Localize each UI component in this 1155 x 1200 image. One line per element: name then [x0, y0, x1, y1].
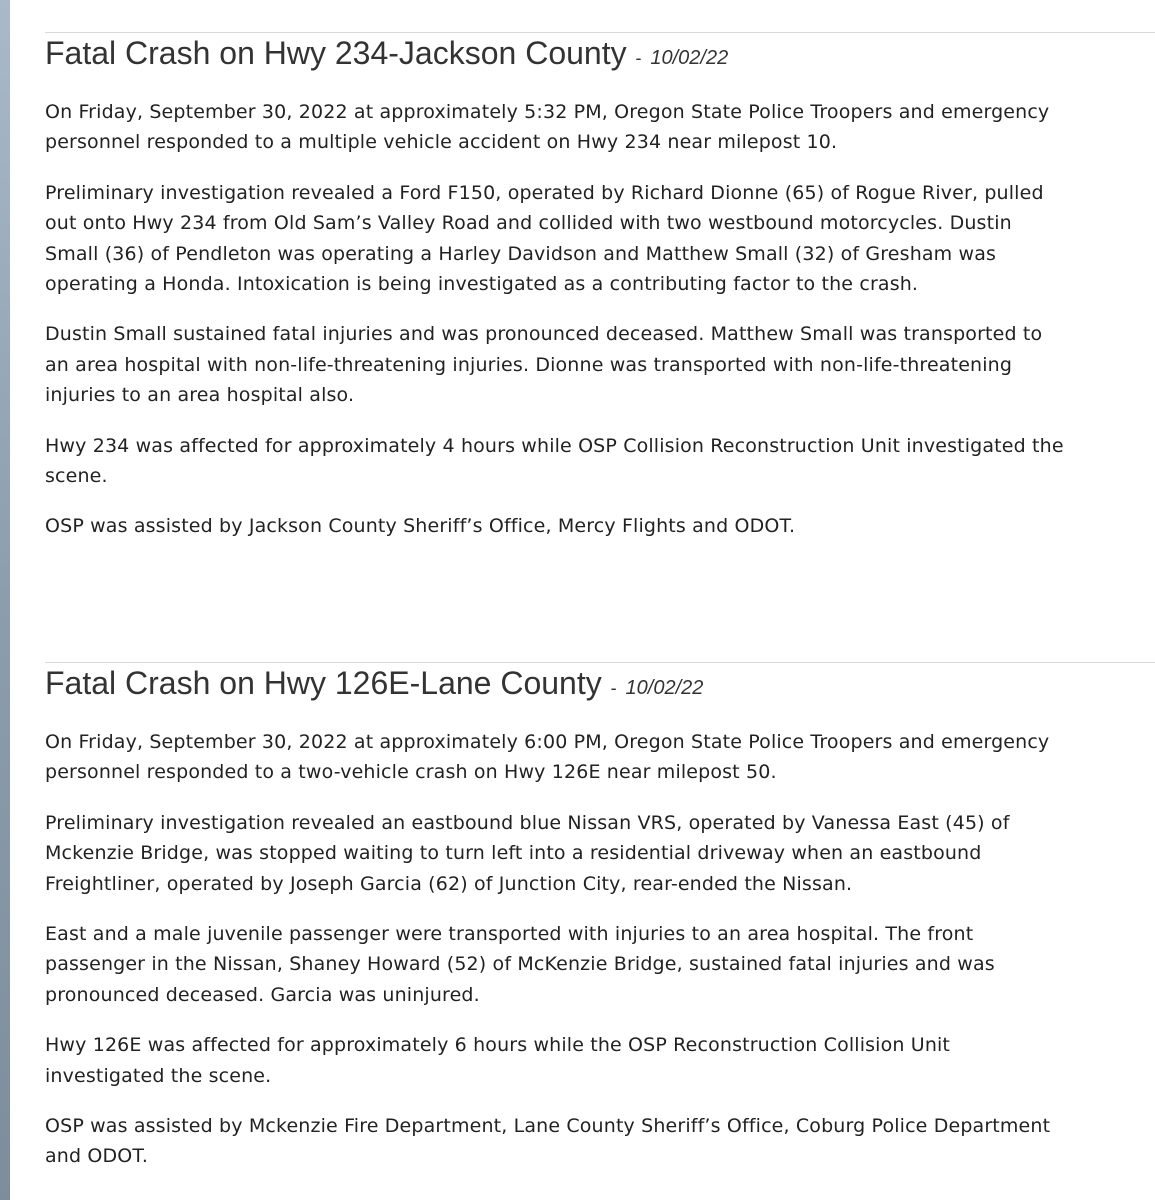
article-paragraph: On Friday, September 30, 2022 at approximately 5:32 PM, Oregon State Police Troopers and emergency personnel responded to a multiple vehicle accident on Hwy 234 near milepost 10. — [45, 101, 1050, 154]
article-title: Fatal Crash on Hwy 126E-Lane County — [45, 664, 602, 701]
article-title: Fatal Crash on Hwy 234-Jackson County — [45, 35, 627, 71]
article-paragraph: Preliminary investigation revealed a Ford F150, operated by Richard Dionne (65) of Rogue River, pulled out onto Hwy 234 from Old Sam’s Valley Road and collided with two westbound motorcycles. Dustin Small (36) of Pendleton was operating a Harley Davidson and Matthew Small (32) of Gresham was operating a Honda. Intoxication is being investigated as a contributing factor to the crash. — [45, 181, 1044, 296]
article-paragraph: Dustin Small sustained fatal injuries and was pronounced deceased. Matthew Small was transported to an area hospital with non-life-threatening injuries. Dionne was transported with non-life-threatening injuries to an area hospital also. — [45, 323, 1043, 407]
news-release-article — [45, 630, 1155, 1172]
news-release-article — [45, 0, 1155, 542]
article-headline — [45, 663, 1155, 708]
article-date: 10/02/22 — [650, 47, 729, 69]
article-paragraph: Hwy 126E was affected for approximately 6 hours while the OSP Reconstruction Collision Unit investigated the scene. — [45, 1034, 951, 1087]
article-paragraph: OSP was assisted by Jackson County Sheriff’s Office, Mercy Flights and ODOT. — [45, 515, 796, 538]
article-paragraph: East and a male juvenile passenger were transported with injuries to an area hospital. The front passenger in the Nissan, Shaney Howard (52) of McKenzie Bridge, sustained fatal injuries and was pronounced deceased. Garcia was uninjured. — [45, 922, 995, 1006]
article-date: 10/02/22 — [625, 676, 704, 699]
article-paragraph: Hwy 234 was affected for approximately 4 hours while OSP Collision Reconstruction Unit investigated the scene. — [45, 434, 1064, 488]
title-date-separator: - — [635, 48, 642, 68]
news-release-list — [45, 0, 1155, 1172]
article-paragraph: OSP was assisted by Mckenzie Fire Department, Lane County Sheriff’s Office, Coburg Police Department and ODOT. — [45, 1114, 1051, 1168]
article-headline — [45, 33, 1155, 78]
article-paragraph: Preliminary investigation revealed an eastbound blue Nissan VRS, operated by Vanessa East (45) of Mckenzie Bridge, was stopped waiting to turn left into a residential driveway when an eastbound Freightliner, operated by Joseph Garcia (62) of Junction City, rear-ended the Nissan. — [45, 811, 1010, 895]
page-side-bar — [0, 0, 10, 1200]
title-date-separator: - — [610, 677, 617, 698]
article-paragraph: On Friday, September 30, 2022 at approximately 6:00 PM, Oregon State Police Troopers and emergency personnel responded to a two-vehicle crash on Hwy 126E near milepost 50. — [45, 730, 1050, 784]
